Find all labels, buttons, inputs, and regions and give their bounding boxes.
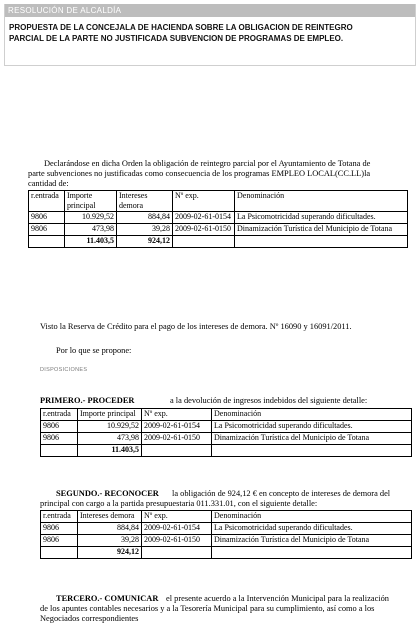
table-cell: La Psicomotricidad superando dificultades. [212, 421, 412, 433]
table-row [41, 421, 412, 433]
table-cell [142, 445, 212, 457]
devolucion-table [40, 408, 412, 457]
table-cell: La Psicomotricidad superando dificultades. [212, 523, 412, 535]
table-cell: Dinamización Turística del Municipio de Totana [212, 535, 412, 547]
title-line-2: PARCIAL DE LA PARTE NO JUSTIFICADA SUBVENCION DE PROGRAMAS DE EMPLEO. [9, 34, 344, 43]
header-cell: Intereses demora [78, 511, 142, 523]
segundo-line-1: la obligación de 924,12 € en concepto de intereses de demora del [172, 489, 391, 498]
table-cell: 2009-02-61-0154 [142, 421, 212, 433]
table-row [29, 224, 408, 236]
tercero-line-3: Negociados correspondientes [40, 614, 139, 623]
total-cell: 11.403,5 [78, 445, 142, 457]
total-cell: 11.403,5 [65, 236, 117, 248]
table-cell: 884,84 [117, 212, 173, 224]
header-cell: r.entrada [29, 191, 65, 212]
tercero-label: TERCERO.- COMUNICAR [56, 594, 159, 603]
table-cell: Dinamización Turística del Municipio de Totana [212, 433, 412, 445]
table-cell: 9806 [41, 433, 78, 445]
table-cell: 10.929,52 [78, 421, 142, 433]
header-cell: Importe principal [65, 191, 117, 212]
table-cell: 39,28 [117, 224, 173, 236]
title-line-1: PROPUESTA DE LA CONCEJALA DE HACIENDA SOBRE LA OBLIGACION DE REINTEGRO [9, 23, 353, 32]
table-cell: Dinamización Turística del Municipio de Totana [235, 224, 408, 236]
intro-line-1: Declarándose en dicha Orden la obligación de reintegro parcial por el Ayuntamiento de Totana de [44, 159, 371, 168]
table-cell: 2009-02-61-0150 [142, 433, 212, 445]
segundo-label: SEGUNDO.- RECONOCER [56, 489, 159, 498]
table-cell [29, 236, 65, 248]
tercero-line-1: el presente acuerdo a la Intervención Municipal para la realización [166, 594, 389, 603]
table-row [41, 433, 412, 445]
table-cell: 10.929,52 [65, 212, 117, 224]
header-cell: Importe principal [78, 409, 142, 421]
table-total-row [41, 445, 412, 457]
primero-label: PRIMERO.- PROCEDER [40, 396, 135, 405]
header-cell: Nº exp. [142, 409, 212, 421]
table-cell: 2009-02-61-0154 [142, 523, 212, 535]
document-title [9, 22, 409, 44]
section-label: DISPOSICIONES [40, 367, 88, 373]
table-cell: La Psicomotricidad superando dificultades. [235, 212, 408, 224]
total-cell: 924,12 [117, 236, 173, 248]
table-cell [142, 547, 212, 559]
table-cell: 2009-02-61-0150 [142, 535, 212, 547]
table-cell: 473,98 [78, 433, 142, 445]
table-cell: 9806 [41, 421, 78, 433]
header-cell: Denominación [212, 511, 412, 523]
table-header-row [29, 191, 408, 212]
header-cell: Denominación [212, 409, 412, 421]
primero-text: a la devolución de ingresos indebidos del siguiente detalle: [170, 396, 368, 405]
table-cell [41, 547, 78, 559]
table-cell: 9806 [41, 523, 78, 535]
tercero-line-2: de los apuntes contables necesarios y a la Tesorería Municipal para su cumplimiento, así como a los [40, 604, 375, 613]
header-cell: Nº exp. [173, 191, 235, 212]
intro-line-2: parte subvenciones no justificadas como consecuencia de los programas EMPLEO LOCAL(CC.LL)la [28, 169, 371, 178]
table-total-row [29, 236, 408, 248]
segundo-line-2: principal con cargo a la partida presupuestaria 011.331.01, con el siguiente detalle: [40, 499, 318, 508]
document-type-label: RESOLUCIÓN DE ALCALDÍA [5, 4, 415, 17]
table-cell: 473,98 [65, 224, 117, 236]
table-cell: 9806 [29, 212, 65, 224]
reintegro-table [28, 190, 408, 248]
table-cell: 39,28 [78, 535, 142, 547]
header-cell: Denominación [235, 191, 408, 212]
table-cell: 9806 [41, 535, 78, 547]
table-row [41, 535, 412, 547]
header-cell: r.entrada [41, 511, 78, 523]
propone-text: Por lo que se propone: [56, 346, 132, 355]
intereses-table [40, 510, 412, 559]
table-cell [235, 236, 408, 248]
table-header-row [41, 409, 412, 421]
table-cell: 884,84 [78, 523, 142, 535]
intro-line-3: cantidad de: [28, 179, 69, 188]
header-cell: Intereses demora [117, 191, 173, 212]
table-row [41, 523, 412, 535]
reserva-text: Visto la Reserva de Crédito para el pago de los intereses de demora. Nº 16090 y 16091/2011. [40, 322, 352, 331]
table-cell [173, 236, 235, 248]
table-cell: 9806 [29, 224, 65, 236]
header-cell: Nº exp. [142, 511, 212, 523]
total-cell: 924,12 [78, 547, 142, 559]
table-cell [212, 547, 412, 559]
table-cell [212, 445, 412, 457]
table-cell: 2009-02-61-0150 [173, 224, 235, 236]
table-header-row [41, 511, 412, 523]
table-cell [41, 445, 78, 457]
header-cell: r.entrada [41, 409, 78, 421]
table-total-row [41, 547, 412, 559]
table-cell: 2009-02-61-0154 [173, 212, 235, 224]
table-row [29, 212, 408, 224]
